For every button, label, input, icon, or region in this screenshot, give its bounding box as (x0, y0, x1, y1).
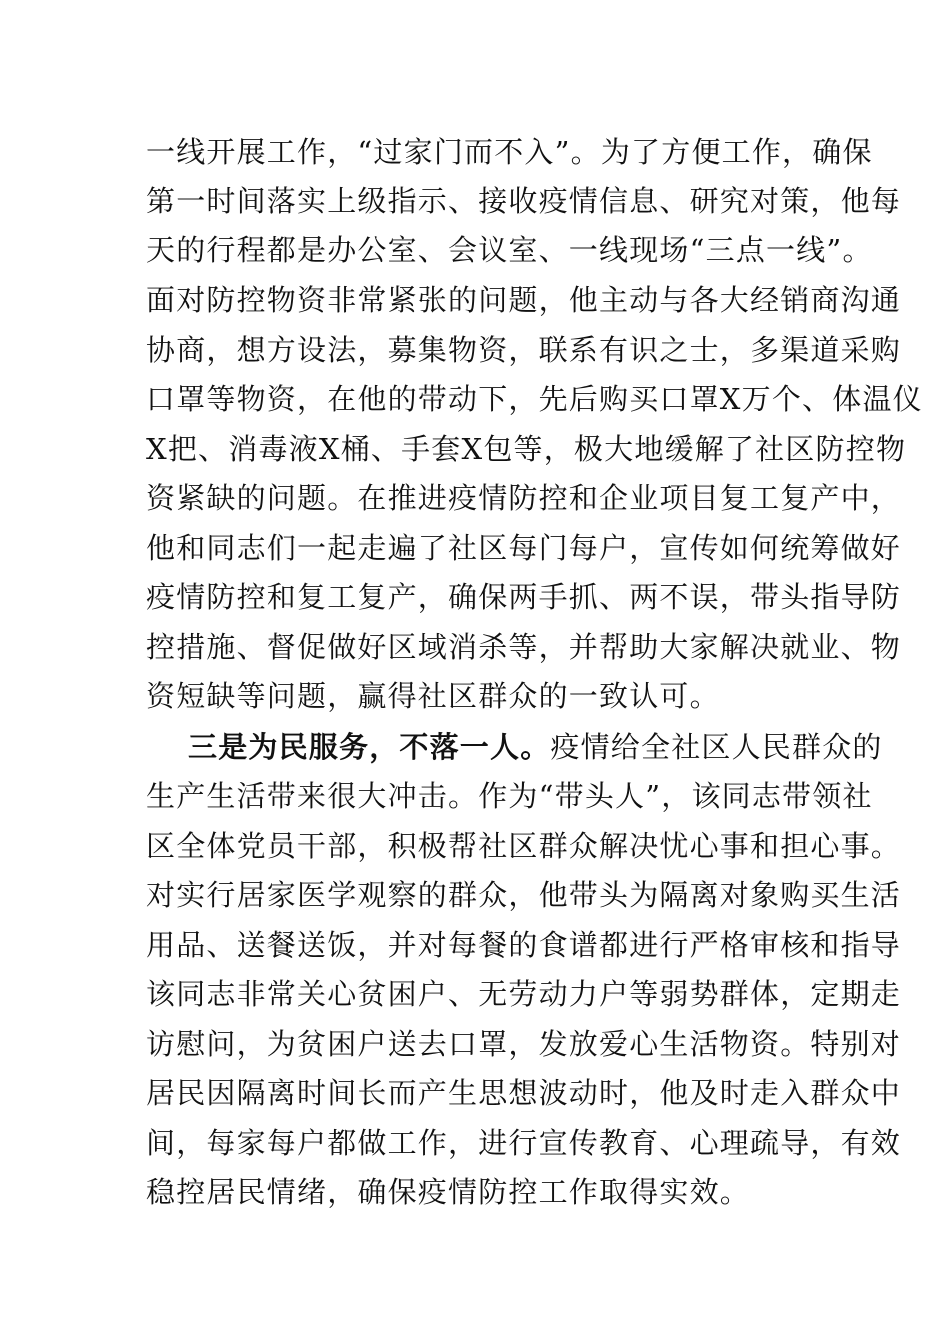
paragraph-1-line-1: 一线开展工作，“过家门而不入”。为了方便工作，确保 (146, 135, 873, 169)
paragraph-1-line-11: 控措施、督促做好区域消杀等，并帮助大家解决就业、物 (146, 630, 902, 664)
paragraph-2-line-4: 对实行居家医学观察的群众，他带头为隔离对象购买生活 (146, 878, 902, 912)
paragraph-2-first-line (188, 727, 883, 767)
paragraph-1-line-3: 天的行程都是办公室、会议室、一线现场“三点一线”。 (146, 233, 873, 267)
paragraph-2-line-7: 访慰问，为贫困户送去口罩，发放爱心生活物资。特别对 (146, 1027, 902, 1061)
paragraph-2-line-10: 稳控居民情绪，确保疫情防控工作取得实效。 (146, 1175, 751, 1209)
paragraph-1-line-5: 协商，想方设法，募集物资，联系有识之士，多渠道采购 (146, 333, 902, 367)
paragraph-2-first-line-text: 疫情给全社区人民群众的 (550, 730, 883, 764)
paragraph-1-line-6: 口罩等物资，在他的带动下，先后购买口罩Ⅹ万个、体温仪 (146, 382, 923, 416)
paragraph-1-line-8: 资紧缺的问题。在推进疫情防控和企业项目复工复产中， (146, 481, 902, 515)
paragraph-2-line-8: 居民因隔离时间长而产生思想波动时，他及时走入群众中 (146, 1076, 902, 1110)
paragraph-2-heading: 三是为民服务，不落一人。 (188, 730, 551, 764)
paragraph-1-line-9: 他和同志们一起走遍了社区每门每户，宣传如何统筹做好 (146, 531, 902, 565)
paragraph-1-line-12: 资短缺等问题，赢得社区群众的一致认可。 (146, 679, 720, 713)
paragraph-2-line-2: 生产生活带来很大冲击。作为“带头人”，该同志带领社 (146, 779, 873, 813)
paragraph-1-line-4: 面对防控物资非常紧张的问题，他主动与各大经销商沟通 (146, 283, 902, 317)
paragraph-1-line-2: 第一时间落实上级指示、接收疫情信息、研究对策，他每 (146, 184, 902, 218)
paragraph-1-line-7: Ⅹ把、消毒液Ⅹ桶、手套Ⅹ包等，极大地缓解了社区防控物 (146, 432, 907, 466)
paragraph-2-line-3: 区全体党员干部，积极帮社区群众解决忧心事和担心事。 (146, 829, 902, 863)
paragraph-1-line-10: 疫情防控和复工复产，确保两手抓、两不误，带头指导防 (146, 580, 902, 614)
paragraph-2-line-6: 该同志非常关心贫困户、无劳动力户等弱势群体，定期走 (146, 977, 902, 1011)
paragraph-2-line-9: 间，每家每户都做工作，进行宣传教育、心理疏导，有效 (146, 1126, 902, 1160)
paragraph-2-line-5: 用品、送餐送饭，并对每餐的食谱都进行严格审核和指导 (146, 928, 902, 962)
